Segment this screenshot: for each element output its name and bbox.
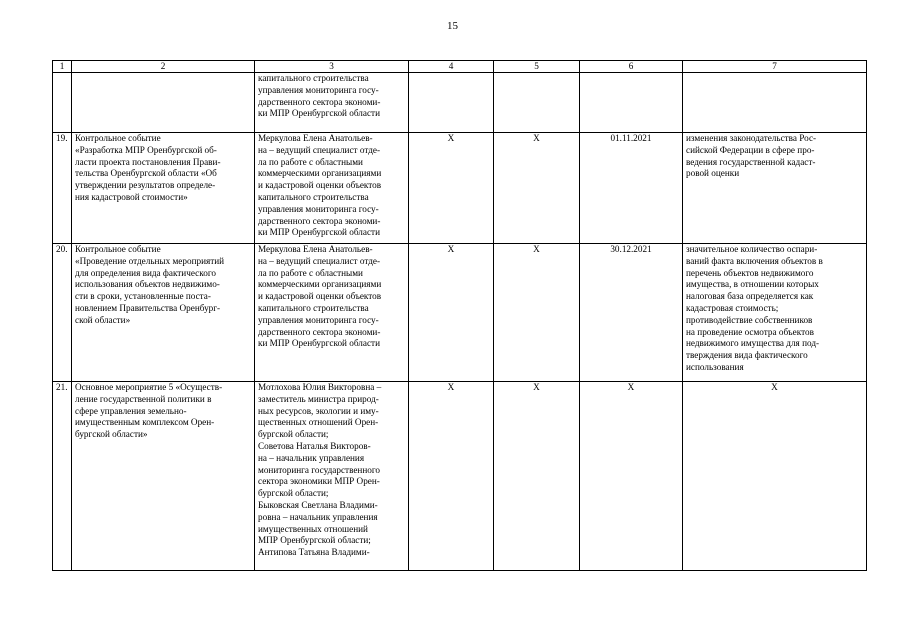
event-cell: Контрольное событие «Проведение отдельных мероприятий для определения вида фактического использования объектов недвижимо- сти в сроки, установленные поста- новлением Правительства Оренбург- ской области» — [72, 244, 255, 382]
column-4-cell: Х — [409, 244, 494, 382]
date-cell — [580, 73, 683, 133]
column-5-cell — [494, 73, 580, 133]
date-cell: Х — [580, 382, 683, 571]
row-number — [53, 73, 72, 133]
table-row — [53, 133, 867, 244]
column-header-6: 6 — [580, 61, 683, 73]
event-cell: Основное мероприятие 5 «Осуществ- ление государственной политики в сфере управления земельно- имущественным комплексом Орен- бургской области» — [72, 382, 255, 571]
measures-table — [52, 60, 867, 571]
column-header-7: 7 — [683, 61, 867, 73]
table-row — [53, 244, 867, 382]
row-number: 20. — [53, 244, 72, 382]
column-4-cell: Х — [409, 133, 494, 244]
risk-cell: изменения законодательства Рос- сийской Федерации в сфере про- ведения государственной кадаст- ровой оценки — [683, 133, 867, 244]
column-5-cell: Х — [494, 382, 580, 571]
risk-cell: Х — [683, 382, 867, 571]
column-4-cell — [409, 73, 494, 133]
column-header-2: 2 — [72, 61, 255, 73]
date-cell: 30.12.2021 — [580, 244, 683, 382]
responsible-cell: капитального строительства управления мониторинга госу- дарственного сектора экономи- ки МПР Оренбургской области — [255, 73, 409, 133]
column-header-4: 4 — [409, 61, 494, 73]
page-number: 15 — [447, 20, 458, 32]
responsible-cell: Мотлохова Юлия Викторовна – заместитель министра природ- ных ресурсов, экологии и иму- щественных отношений Орен- бургской области; Советова Наталья Викторов- на – начальник управления мониторинга государственного сектора экономики МПР Орен- бургской области; Быковская Светлана Владими- ровна – начальник управления имущественных отношений МПР Оренбургской области; Антипова Татьяна Владими- — [255, 382, 409, 571]
table-row — [53, 73, 867, 133]
column-numbers-row — [53, 61, 867, 73]
event-cell — [72, 73, 255, 133]
event-cell: Контрольное событие «Разработка МПР Оренбургской об- ласти проекта постановления Прави- тельства Оренбургской области «Об утверждении результатов определе- ния кадастровой стоимости» — [72, 133, 255, 244]
risk-cell — [683, 73, 867, 133]
date-cell: 01.11.2021 — [580, 133, 683, 244]
column-5-cell: Х — [494, 244, 580, 382]
row-number: 21. — [53, 382, 72, 571]
responsible-cell: Меркулова Елена Анатольев- на – ведущий специалист отде- ла по работе с областными коммерческими организациями и кадастровой оценки объектов капитального строительства управления мониторинга госу- дарственного сектора экономи- ки МПР Оренбургской области — [255, 244, 409, 382]
responsible-cell: Меркулова Елена Анатольев- на – ведущий специалист отде- ла по работе с областными коммерческими организациями и кадастровой оценки объектов капитального строительства управления мониторинга госу- дарственного сектора экономи- ки МПР Оренбургской области — [255, 133, 409, 244]
table-row — [53, 382, 867, 571]
column-header-5: 5 — [494, 61, 580, 73]
risk-cell: значительное количество оспари- ваний факта включения объектов в перечень объектов недвижимого имущества, в отношении которых налоговая база определяется как кадастровая стоимость; противодействие собственников на проведение осмотра объектов недвижимого имущества для под- тверждения вида фактического использования — [683, 244, 867, 382]
row-number: 19. — [53, 133, 72, 244]
column-header-3: 3 — [255, 61, 409, 73]
column-header-1: 1 — [53, 61, 72, 73]
column-5-cell: Х — [494, 133, 580, 244]
column-4-cell: Х — [409, 382, 494, 571]
